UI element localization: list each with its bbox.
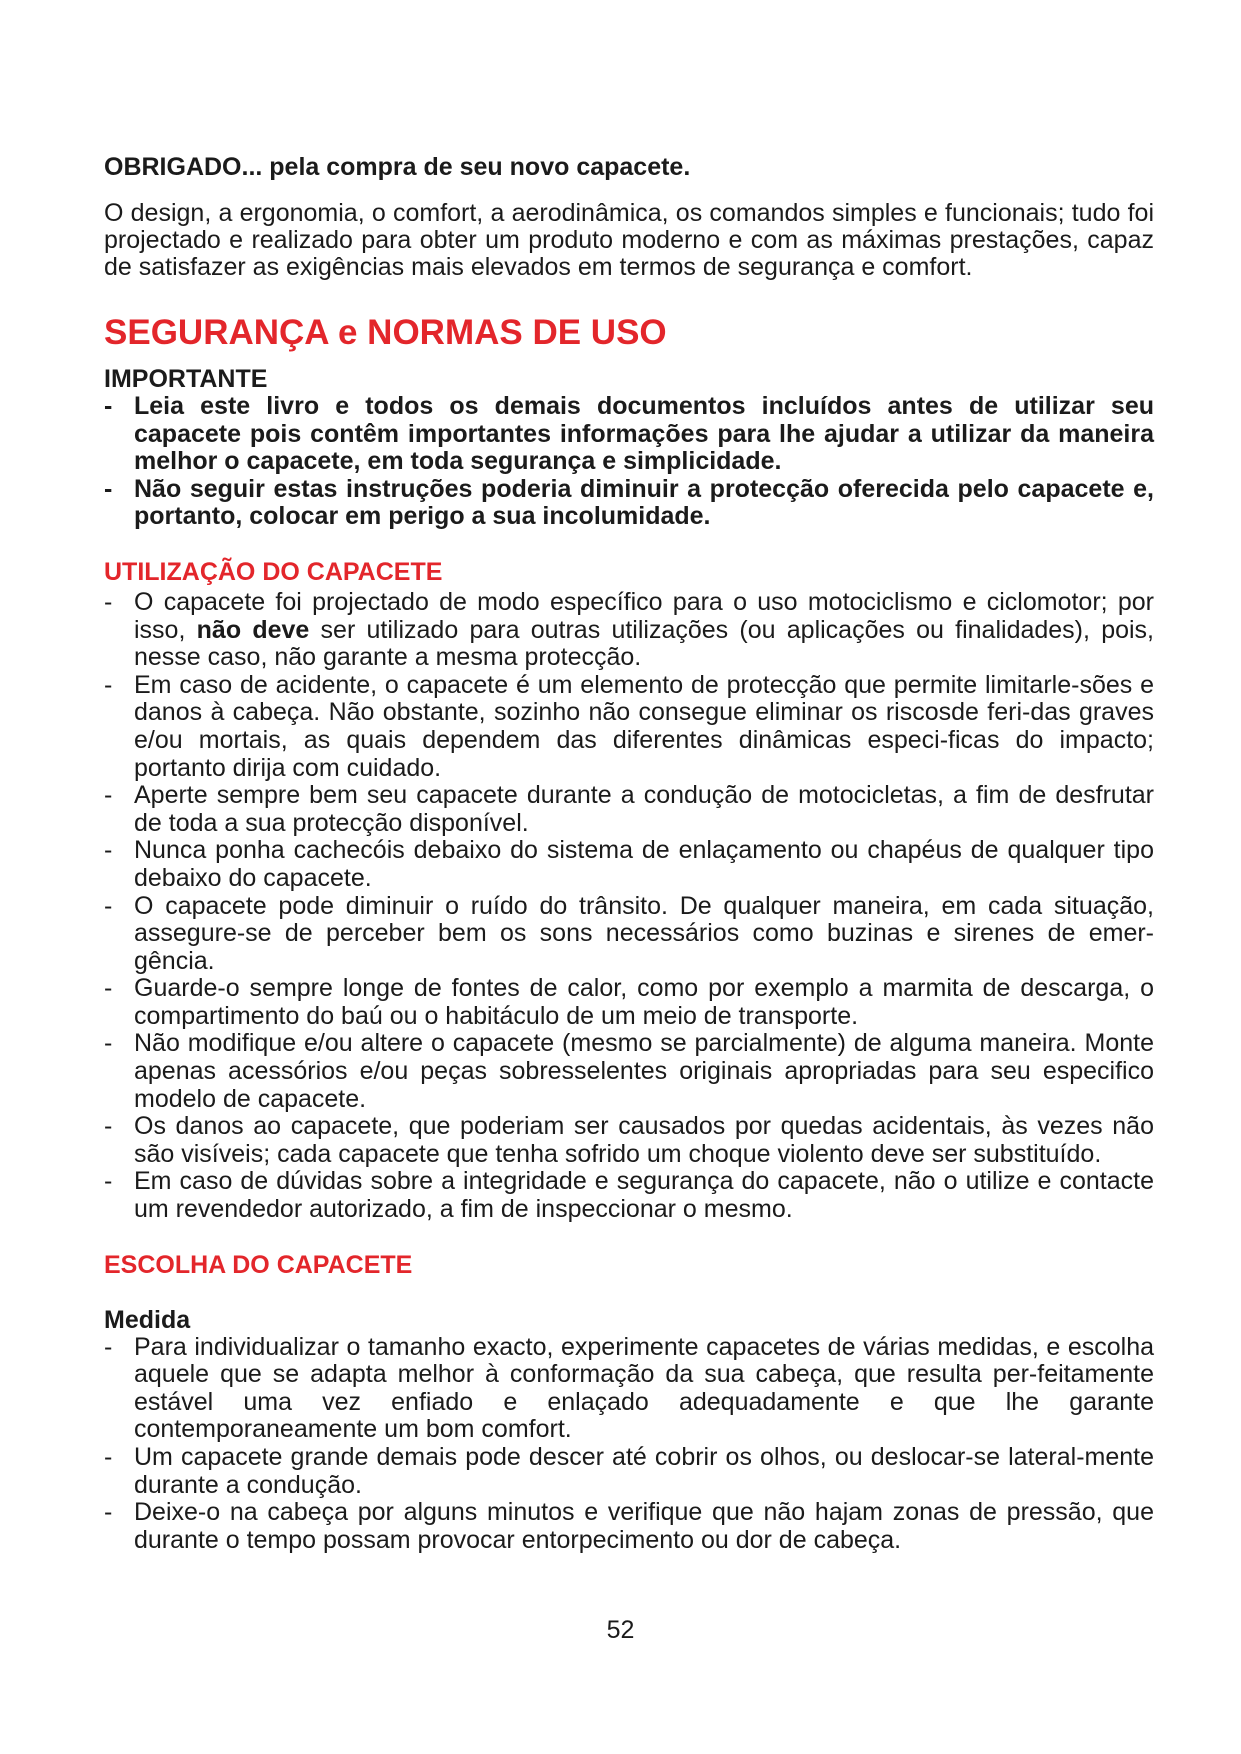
dash-bullet: - [104,891,113,920]
choice-title: ESCOLHA DO CAPACETE [104,1250,413,1279]
thanks-line: OBRIGADO... pela compra de seu novo capacete. [104,153,691,181]
intro-paragraph: O design, a ergonomia, o comfort, a aerodinâmica, os comandos simples e funcionais; tudo foi projectado e realizado para obter um produto moderno e com as máximas prestações, capaz de satisfazer as exigências mais elevados em termos de segurança e comfort. [104,199,1154,281]
list-item: - Aperte sempre bem seu capacete durante a condução de motocicletas, a fim de desfrutar de toda a sua protecção disponível. [104,781,1154,837]
page-number: 52 [606,1616,635,1644]
list-item: - Deixe-o na cabeça por alguns minutos e verifique que não hajam zonas de pressão, que durante o tempo possam provocar entorpecimento ou dor de cabeça. [104,1498,1154,1554]
dash-bullet: - [104,1167,113,1196]
dash-bullet: - [104,1332,113,1361]
choice-list [104,1334,1154,1555]
usage-title: UTILIZAÇÃO DO CAPACETE [104,557,443,586]
dash-bullet: - [104,670,113,699]
list-item: - Para individualizar o tamanho exacto, experimente capacetes de várias medidas, e escolha aquele que se adapta melhor à conformação da sua cabeça, que resulta per-feitamente estável uma vez enfiado e enlaçado adequadamente e que lhe garante contemporaneamente um bom comfort. [104,1332,1154,1444]
important-list [104,393,1154,531]
usage-list [104,589,1154,1224]
list-item: - Nunca ponha cachecóis debaixo do sistema de enlaçamento ou chapéus de qualquer tipo debaixo do capacete. [104,836,1154,892]
list-item: - Os danos ao capacete, que poderiam ser causados por quedas acidentais, às vezes não são visíveis; cada capacete que tenha sofrido um choque violento deve ser substituído. [104,1112,1154,1168]
dash-bullet: - [104,1443,113,1471]
safety-title: SEGURANÇA e NORMAS DE USO [104,313,667,352]
list-item: - Em caso de dúvidas sobre a integridade e segurança do capacete, não o utilize e contacte um revendedor autorizado, a fim de inspeccionar o mesmo. [104,1167,1154,1224]
list-item: - O capacete pode diminuir o ruído do trânsito. De qualquer maneira, em cada situação, assegure-se de perceber bem os sons necessários como buzinas e sirenes de emer-gência. [104,891,1154,975]
list-item: - Leia este livro e todos os demais documentos incluídos antes de utilizar seu capacete pois contêm importantes informações para lhe ajudar a utilizar da maneira melhor o capacete, em toda segurança e simplicidade. [104,392,1154,476]
dash-bullet: - [104,587,113,616]
dash-bullet: - [104,781,113,810]
dash-bullet: - [104,392,113,420]
document-page [104,152,1154,1554]
dash-bullet: - [104,1029,113,1058]
list-item: - Em caso de acidente, o capacete é um elemento de protecção que permite limitarle-sões e danos à cabeça. Não obstante, sozinho não consegue eliminar os riscosde feri-das graves e/ou mortais, as quais dependem das diferentes dinâmicas especi-ficas do impacto; portanto dirija com cuidado. [104,670,1154,782]
dash-bullet: - [104,474,113,503]
emphasis-text: não deve [196,615,310,644]
list-item: - Um capacete grande demais pode descer até cobrir os olhos, ou deslocar-se lateral-mente durante a condução. [104,1443,1154,1499]
list-item: - Guarde-o sempre longe de fontes de calor, como por exemplo a marmita de descarga, o compartimento do baú ou o habitáculo de um meio de transporte. [104,974,1154,1030]
dash-bullet: - [104,1498,113,1527]
list-item: - Não modifique e/ou altere o capacete (mesmo se parcialmente) de alguma maneira. Monte apenas acessórios e/ou peças sobresselentes originais apropriadas para seu especifico modelo de capacete. [104,1029,1154,1113]
dash-bullet: - [104,1112,113,1141]
dash-bullet: - [104,974,113,1003]
dash-bullet: - [104,836,113,865]
list-item: - Não seguir estas instruções poderia diminuir a protecção oferecida pelo capacete e, portanto, colocar em perigo a sua incolumidade. [104,474,1154,531]
important-heading: IMPORTANTE [104,365,268,393]
size-subheading: Medida [104,1305,191,1334]
list-item: - O capacete foi projectado de modo específico para o uso motociclismo e ciclomotor; por isso, não deve ser utilizado para outras utilizações (ou aplicações ou finalidades), pois, nesse caso, não garante a mesma protecção. [104,587,1154,672]
